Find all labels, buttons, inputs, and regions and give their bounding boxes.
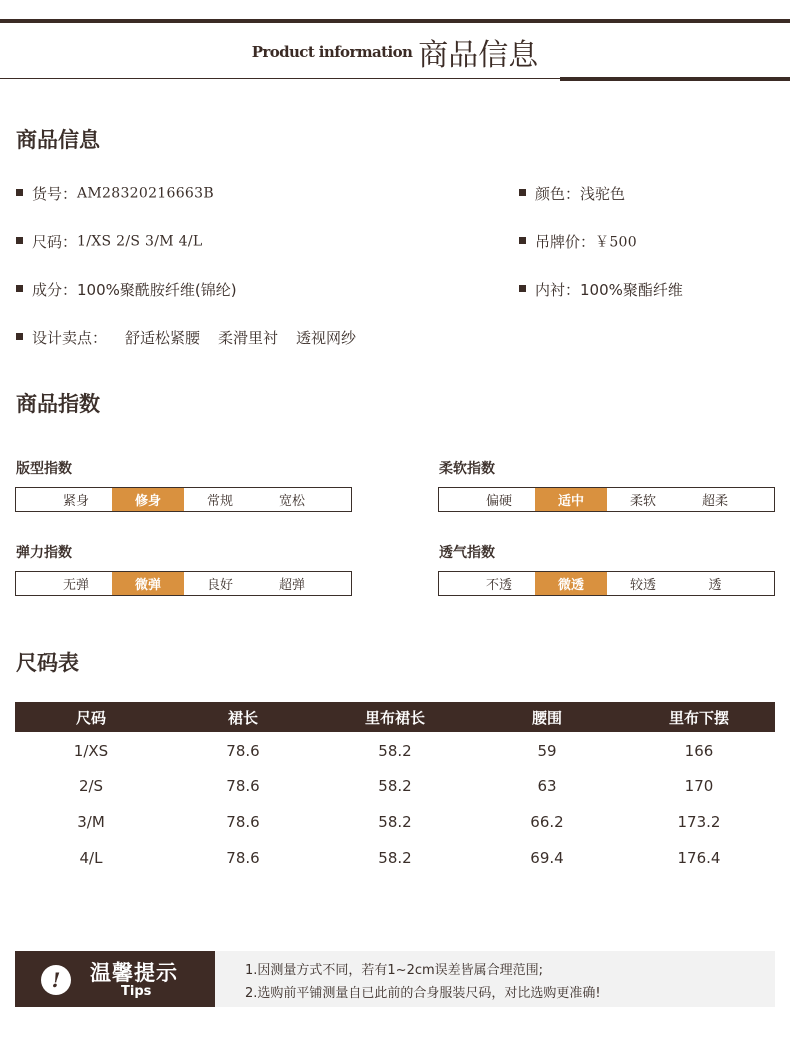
info-value: 1/XS 2/S 3/M 4/L — [77, 233, 203, 250]
table-cell: 176.4 — [677, 849, 721, 867]
table-cell: 4/L — [79, 849, 103, 867]
bullet-icon — [16, 237, 23, 244]
table-cell: 173.2 — [677, 813, 721, 831]
selling-point: 舒适松紧腰 — [125, 329, 201, 347]
info-label: 货号： — [32, 185, 78, 203]
table-cell: 66.2 — [530, 813, 564, 831]
header-top-bar — [0, 19, 790, 23]
table-cell: 1/XS — [73, 742, 109, 760]
bullet-icon — [16, 189, 23, 196]
info-label: 设计卖点： — [32, 329, 108, 347]
table-cell: 58.2 — [378, 849, 412, 867]
table-header-cell: 里布裙长 — [319, 702, 471, 732]
size-table — [15, 702, 775, 876]
info-label: 尺码： — [32, 233, 78, 251]
table-header-cell: 腰围 — [471, 702, 623, 732]
table-cell: 166 — [684, 742, 714, 760]
table-cell: 2/S — [78, 777, 104, 795]
selling-point: 透视网纱 — [296, 329, 357, 347]
scale-option: 超柔 — [701, 494, 728, 509]
info-item-no — [16, 183, 214, 204]
scale-option: 无弹 — [62, 578, 89, 593]
table-row — [15, 768, 775, 804]
table-cell: 78.6 — [226, 742, 260, 760]
info-label: 成分： — [32, 281, 78, 299]
tips-content — [215, 951, 775, 1007]
bullet-icon — [519, 237, 526, 244]
scale-option: 微弹 — [112, 572, 184, 595]
elasticity-index-label: 弹力指数 — [16, 545, 72, 561]
info-size — [16, 231, 202, 252]
scale-option: 紧身 — [62, 494, 89, 509]
info-label: 内衬： — [535, 281, 581, 299]
table-cell: 78.6 — [226, 849, 260, 867]
table-row — [15, 732, 775, 768]
info-value: 100%聚酯纤维 — [580, 281, 683, 299]
header-title-en: Product information — [251, 43, 413, 61]
header-underline-accent — [560, 77, 790, 81]
info-color — [519, 183, 625, 204]
section-title-index: 商品指数 — [16, 392, 100, 416]
table-cell: 78.6 — [226, 777, 260, 795]
table-header-cell: 里布下摆 — [623, 702, 775, 732]
scale-option: 宽松 — [278, 494, 305, 509]
selling-point: 柔滑里衬 — [218, 329, 279, 347]
scale-option: 良好 — [206, 578, 233, 593]
table-cell: 170 — [684, 777, 714, 795]
table-cell: 58.2 — [378, 742, 412, 760]
bullet-icon — [16, 285, 23, 292]
fit-index-scale — [15, 487, 352, 512]
table-cell: 3/M — [77, 813, 105, 831]
table-row — [15, 804, 775, 840]
exclamation-icon: ! — [41, 965, 71, 995]
header-underline — [0, 78, 560, 79]
tips-badge — [15, 951, 215, 1007]
info-composition — [16, 279, 237, 300]
info-selling-points — [16, 327, 356, 348]
tips-title-en: Tips — [121, 984, 152, 999]
table-header-cell: 裙长 — [167, 702, 319, 732]
table-cell: 78.6 — [226, 813, 260, 831]
breathability-index-label: 透气指数 — [439, 545, 495, 561]
table-cell: 58.2 — [378, 813, 412, 831]
scale-option: 适中 — [535, 488, 607, 511]
table-header-cell: 尺码 — [15, 702, 167, 732]
info-label: 吊牌价： — [535, 233, 596, 251]
tips-line: 2.选购前平铺测量自已此前的合身服装尺码，对比选购更准确! — [245, 986, 601, 1001]
info-value: AM28320216663B — [77, 185, 214, 202]
fit-index-label: 版型指数 — [16, 461, 72, 477]
scale-option: 透 — [708, 578, 722, 593]
info-value: 100%聚酰胺纤维(锦纶) — [77, 281, 237, 299]
section-title-info: 商品信息 — [16, 128, 100, 152]
scale-option: 不透 — [485, 578, 512, 593]
table-cell: 63 — [537, 777, 557, 795]
bullet-icon — [519, 189, 526, 196]
bullet-icon — [16, 333, 23, 340]
table-cell: 58.2 — [378, 777, 412, 795]
info-value: ￥500 — [595, 234, 637, 251]
scale-option: 常规 — [206, 494, 233, 509]
size-table-header-row — [15, 702, 775, 732]
scale-option: 较透 — [629, 578, 656, 593]
info-price — [519, 231, 637, 252]
section-title-size-table: 尺码表 — [16, 651, 79, 675]
scale-option: 修身 — [112, 488, 184, 511]
info-lining — [519, 279, 683, 300]
softness-index-label: 柔软指数 — [439, 461, 495, 477]
scale-option: 偏硬 — [485, 494, 512, 509]
tips-line: 1.因测量方式不同，若有1~2cm误差皆属合理范围; — [245, 963, 544, 978]
softness-index-scale — [438, 487, 775, 512]
info-value: 浅驼色 — [580, 185, 626, 203]
tips-title-cn: 温馨提示 — [90, 961, 178, 985]
bullet-icon — [519, 285, 526, 292]
info-label: 颜色： — [535, 185, 581, 203]
scale-option: 微透 — [535, 572, 607, 595]
elasticity-index-scale — [15, 571, 352, 596]
breathability-index-scale — [438, 571, 775, 596]
table-row — [15, 840, 775, 876]
table-cell: 69.4 — [530, 849, 564, 867]
table-cell: 59 — [537, 742, 557, 760]
header-title-cn: 商品信息 — [418, 38, 539, 73]
page-header-title — [0, 30, 790, 74]
scale-option: 超弹 — [278, 578, 305, 593]
scale-option: 柔软 — [629, 494, 656, 509]
